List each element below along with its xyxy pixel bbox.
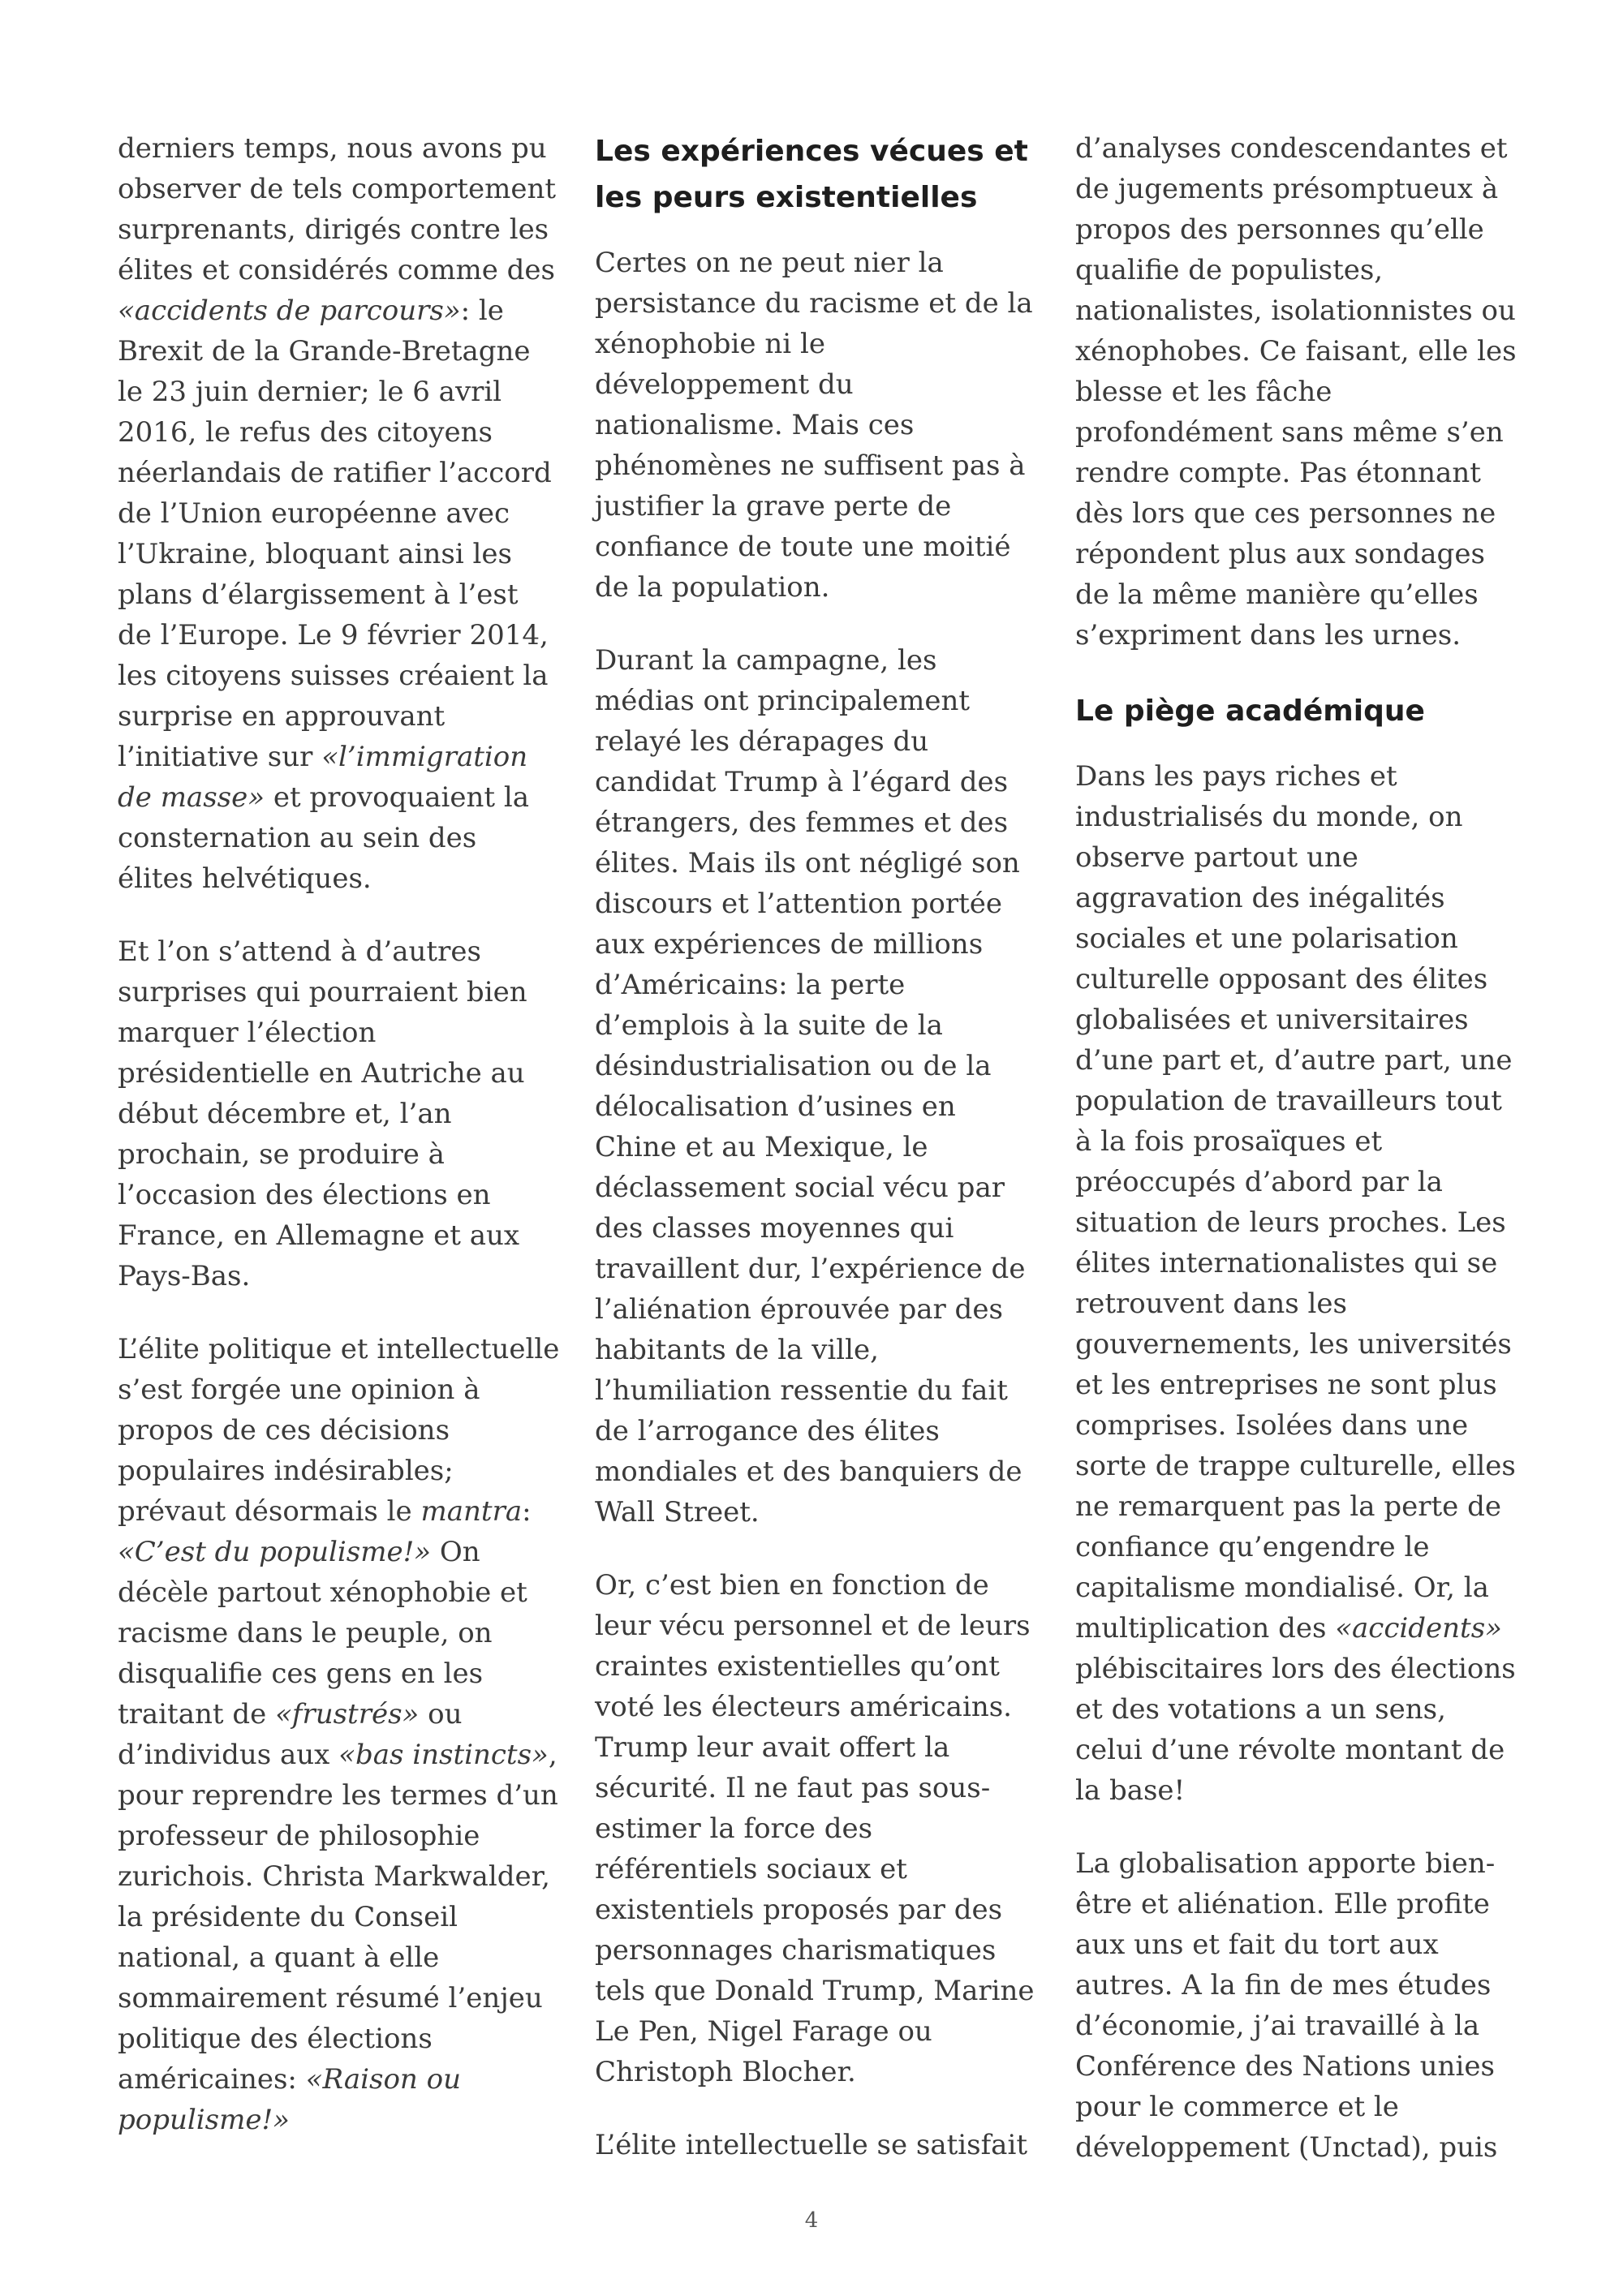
emphasis-text: «l’immigration de masse» — [118, 741, 528, 814]
section-heading: Le piège académique — [1075, 694, 1425, 728]
emphasis-text: «Raison ou populisme!» — [118, 2063, 462, 2136]
paragraph: Durant la campagne, les médias ont principalement relayé les dérapages du candidat Trump à l’égard des étrangers, des femmes et des élites. Mais ils ont négligé son discours et l’attention portée aux expériences de millions d’Américains: la perte d’emplois à la suite de la désindustrialisation ou de la délocalisation d’usines en Chine et au Mexique, le déclassement social vécu par des classes moyennes qui travaillent dur, l’expérience de l’aliénation éprouvée par des habitants de la ville, l’humiliation ressentie du fait de l’arrogance des élites mondiales et des banquiers de Wall Street. — [595, 644, 1026, 1529]
paragraph: Certes on ne peut nier la persistance du racisme et de la xénophobie ni le développement du nationalisme. Mais ces phénomènes ne suffisent pas à justifier la grave perte de confiance de toute une moitié de la population. — [595, 247, 1033, 604]
paragraph — [1075, 756, 1518, 1811]
text-run: , pour reprendre les termes d’un professeur de philosophie zurichois. Christa Markwalder, la présidente du Conseil national, a quant à elle sommairement résumé l’enjeu politique des élections américaines: — [118, 1739, 558, 2096]
emphasis-text: mantra — [420, 1495, 523, 1528]
paragraph: La globalisation apporte bien-être et aliénation. Elle profite aux uns et fait du tort aux autres. A la fin de mes études d’économie, j’ai travaillé à la Conférence des Nations unies pour le commerce et le développement (Unctad), puis — [1075, 1847, 1498, 2164]
paragraph — [118, 128, 560, 899]
emphasis-text: «accidents de parcours» — [118, 295, 461, 327]
column-middle — [595, 128, 1037, 2198]
text-run: et provoquaient la consternation au sein des élites helvétiques. — [118, 781, 530, 895]
column-left — [118, 128, 560, 2173]
text-run: : le Brexit de la Grande-Bretagne le 23 juin dernier; le 6 avril 2016, le refus des citoyens néerlandais de ratifier l’accord de l’Union européenne avec l’Ukraine, bloquant ainsi les plans d’élargissement à l’est de l’Europe. Le 9 février 2014, les citoyens suisses créaient la surprise en approuvant l’initiative sur — [118, 295, 552, 773]
section-heading: Les expériences vécues et les peurs existentielles — [595, 135, 1028, 214]
emphasis-text: «frustrés» — [275, 1698, 420, 1731]
text-run: ou d’individus aux — [118, 1698, 463, 1771]
paragraph: d’analyses condescendantes et de jugements présomptueux à propos des personnes qu’elle qualifie de populistes, nationalistes, isolationnistes ou xénophobes. Ce faisant, elle les blesse et les fâche profondément sans même s’en rendre compte. Pas étonnant dès lors que ces personnes ne répondent plus aux sondages de la même manière qu’elles s’expriment dans les urnes. — [1075, 132, 1517, 651]
text-run: : — [522, 1495, 532, 1528]
emphasis-text: «bas instincts» — [338, 1739, 549, 1771]
paragraph: Or, c’est bien en fonction de leur vécu personnel et de leurs craintes existentielles qu’ont voté les électeurs américains. Trump leur avait offert la sécurité. Il ne faut pas sous-estimer la force des référentiels sociaux et existentiels proposés par des personnages charismatiques tels que Donald Trump, Marine Le Pen, Nigel Farage ou Christoph Blocher. — [595, 1569, 1035, 2088]
paragraph: L’élite intellectuelle se satisfait — [595, 2129, 1027, 2161]
text-run: plébiscitaires lors des élections et des votations a un sens, celui d’une révolte montant de la base! — [1075, 1653, 1516, 1807]
text-run: derniers temps, nous avons pu observer de tels comportement surprenants, dirigés contre les élites et considérés comme des — [118, 132, 556, 286]
column-right — [1075, 128, 1518, 2200]
text-run: Dans les pays riches et industrialisés du monde, on observe partout une aggravation des inégalités sociales et une polarisation culturelle opposant des élites globalisées et universitaires d’une part et, d’autre part, une population de travailleurs tout à la fois prosaïques et préoccupés d’abord par la situation de leurs proches. Les élites internationalistes qui se retrouvent dans les gouvernements, les universités et les entreprises ne sont plus comprises. Isolées dans une sorte de trappe culturelle, elles ne remarquent pas la perte de confiance qu’engendre le capitalisme mondialisé. Or, la multiplication des — [1075, 760, 1516, 1645]
text-run: L’élite politique et intellectuelle s’est forgée une opinion à propos de ces décisions populaires indésirables; prévaut désormais le — [118, 1333, 560, 1528]
page-number: 4 — [804, 2208, 819, 2233]
paragraph: Et l’on s’attend à d’autres surprises qui pourraient bien marquer l’élection présidentielle en Autriche au début décembre et, l’an prochain, se produire à l’occasion des élections en France, en Allemagne et aux Pays-Bas. — [118, 935, 527, 1292]
emphasis-text: «accidents» — [1335, 1612, 1502, 1645]
emphasis-text: «C’est du populisme!» — [118, 1536, 432, 1568]
paragraph — [118, 1329, 560, 2140]
text-run: On décèle partout xénophobie et racisme dans le peuple, on disqualifie ces gens en les traitant de — [118, 1536, 527, 1731]
